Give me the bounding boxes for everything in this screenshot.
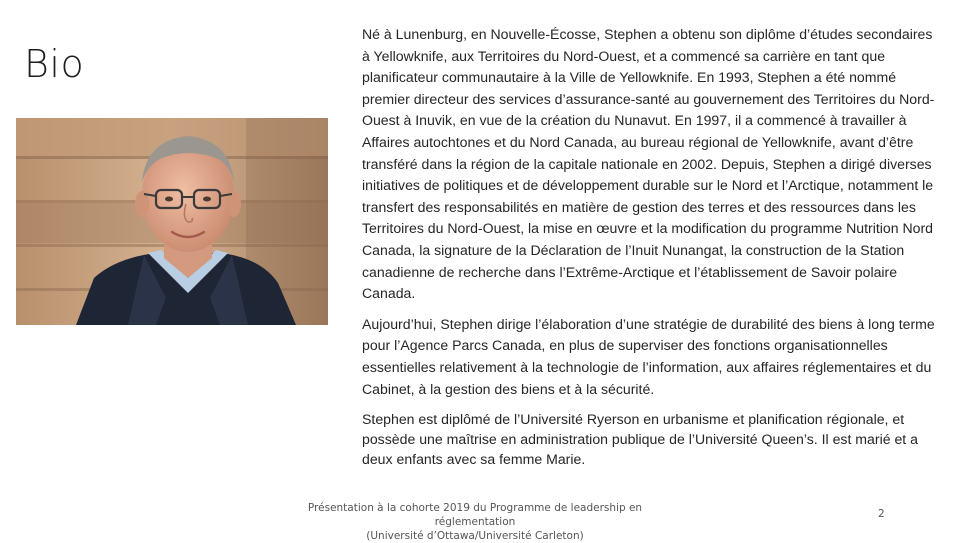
footer-line-presentation: Présentation à la cohorte 2019 du Programme de leadership en réglementation [307,502,643,528]
portrait-photo [16,118,328,325]
bio-paragraph-career: Né à Lunenburg, en Nouvelle-Écosse, Stephen a obtenu son diplôme d’études secondaires à Yellowknife, aux Territoires du Nord-Ouest, et a commencé sa carrière en tant que planificateur communautaire à la Ville de Yellowknife. En 1993, Stephen a été nommé premier directeur des services d’assurance-santé au gouvernement des Territoires du Nord-Ouest à Inuvik, en vue de la création du Nunavut. En 1997, il a commencé à travailler à Affaires autochtones et du Nord Canada, au bureau régional de Yellowknife, avant d’être transféré dans la région de la capitale nationale en 2002. Depuis, Stephen a dirigé diverses initiatives de politiques et de développement durable sur le Nord et l’Arctique, notamment le transfert des responsabilités en matière de gestion des terres et des ressources dans les Territoires du Nord-Ouest, la mise en œuvre et la modification du programme Nutrition Nord Canada, la signature de la Déclaration de l’Inuit Nunangat, la construction de la Station canadienne de recherche dans l’Extrême-Arctique et l’établissement de Savoir polaire Canada. [362,26,935,302]
slide-title: Bio [24,42,85,86]
footer-line-universities: (Université d’Ottawa/Université Carleton) [366,530,584,542]
bio-text [362,24,942,478]
bio-paragraph-education: Stephen est diplômé de l’Université Ryerson en urbanisme et planification régionale, et possède une maîtrise en administration publique de l’Université Queen’s. Il est marié et a deux enfants avec sa femme Marie. [362,411,918,468]
bio-paragraph-current-role: Aujourd’hui, Stephen dirige l’élaboration d’une stratégie de durabilité des biens à long terme pour l’Agence Parcs Canada, en plus de superviser des fonctions organisationnelles essentielles relativement à la technologie de l’information, aux affaires réglementaires et du Cabinet, à la gestion des biens et à la sécurité. [362,315,935,397]
page-number: 2 [878,508,885,520]
slide-footer [270,501,680,543]
